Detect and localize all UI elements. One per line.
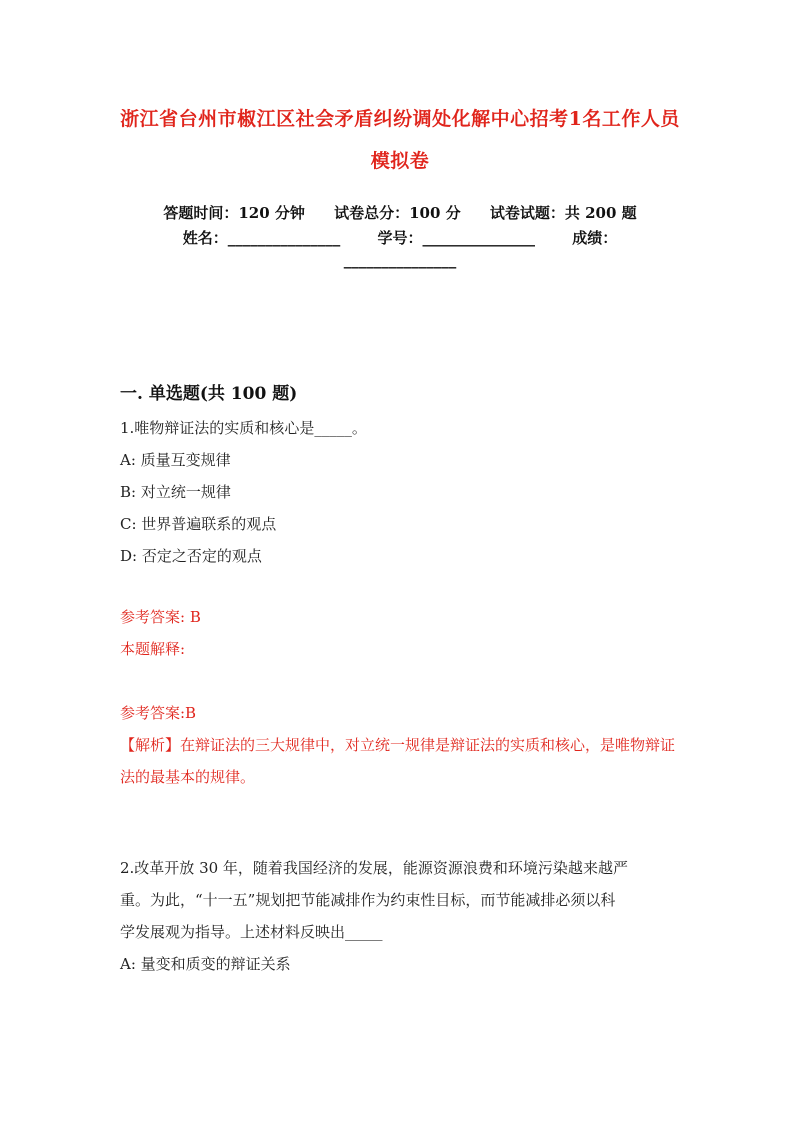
section-title: 一. 单选题(共 100 题)	[120, 384, 298, 404]
reference-answer-2: 参考答案:B	[120, 704, 197, 722]
explanation-body: 在辩证法的三大规律中，对立统一规律是辩证法的实质和核心，是唯物辩证法的最基本的规律。	[120, 736, 676, 786]
option-a: A: 量变和质变的辩证关系	[120, 955, 291, 973]
explanation-text	[120, 729, 680, 793]
question-1-answer	[120, 601, 680, 665]
exam-total-score: 试卷总分：100 分	[334, 204, 461, 222]
explanation-tag: 【解析】	[120, 736, 181, 754]
question-1	[120, 412, 680, 572]
explanation-label: 本题解释:	[120, 640, 186, 658]
option-d: D: 否定之否定的观点	[120, 547, 262, 565]
score-blank: _______________	[343, 251, 457, 269]
exam-question-count: 试卷试题：共 200 题	[489, 204, 637, 222]
student-id-field: 学号：_______________	[377, 229, 535, 247]
name-field: 姓名：_______________	[182, 229, 341, 247]
question-stem-line3: 学发展观为指导。上述材料反映出_____	[120, 923, 383, 941]
question-stem-line1: 2.改革开放 30 年，随着我国经济的发展，能源资源浪费和环境污染越来越严	[120, 859, 628, 877]
exam-title-line2: 模拟卷	[370, 150, 430, 172]
exam-time: 答题时间：120 分钟	[163, 204, 305, 222]
option-b: B: 对立统一规律	[120, 483, 231, 501]
question-stem: 1.唯物辩证法的实质和核心是_____。	[120, 419, 367, 437]
exam-meta-row	[0, 202, 800, 223]
exam-title-line1: 浙江省台州市椒江区社会矛盾纠纷调处化解中心招考1名工作人员	[120, 108, 680, 130]
question-2	[120, 852, 680, 980]
student-info-row	[0, 227, 800, 248]
question-stem-line2: 重。为此，“十一五”规划把节能减排作为约束性目标，而节能减排必须以科	[120, 891, 616, 909]
option-a: A: 质量互变规律	[120, 451, 231, 469]
score-field: 成绩：	[572, 229, 618, 247]
reference-answer: 参考答案: B	[120, 608, 201, 626]
score-blank-row	[0, 251, 800, 269]
option-c: C: 世界普遍联系的观点	[120, 515, 277, 533]
question-1-explanation	[120, 697, 680, 793]
